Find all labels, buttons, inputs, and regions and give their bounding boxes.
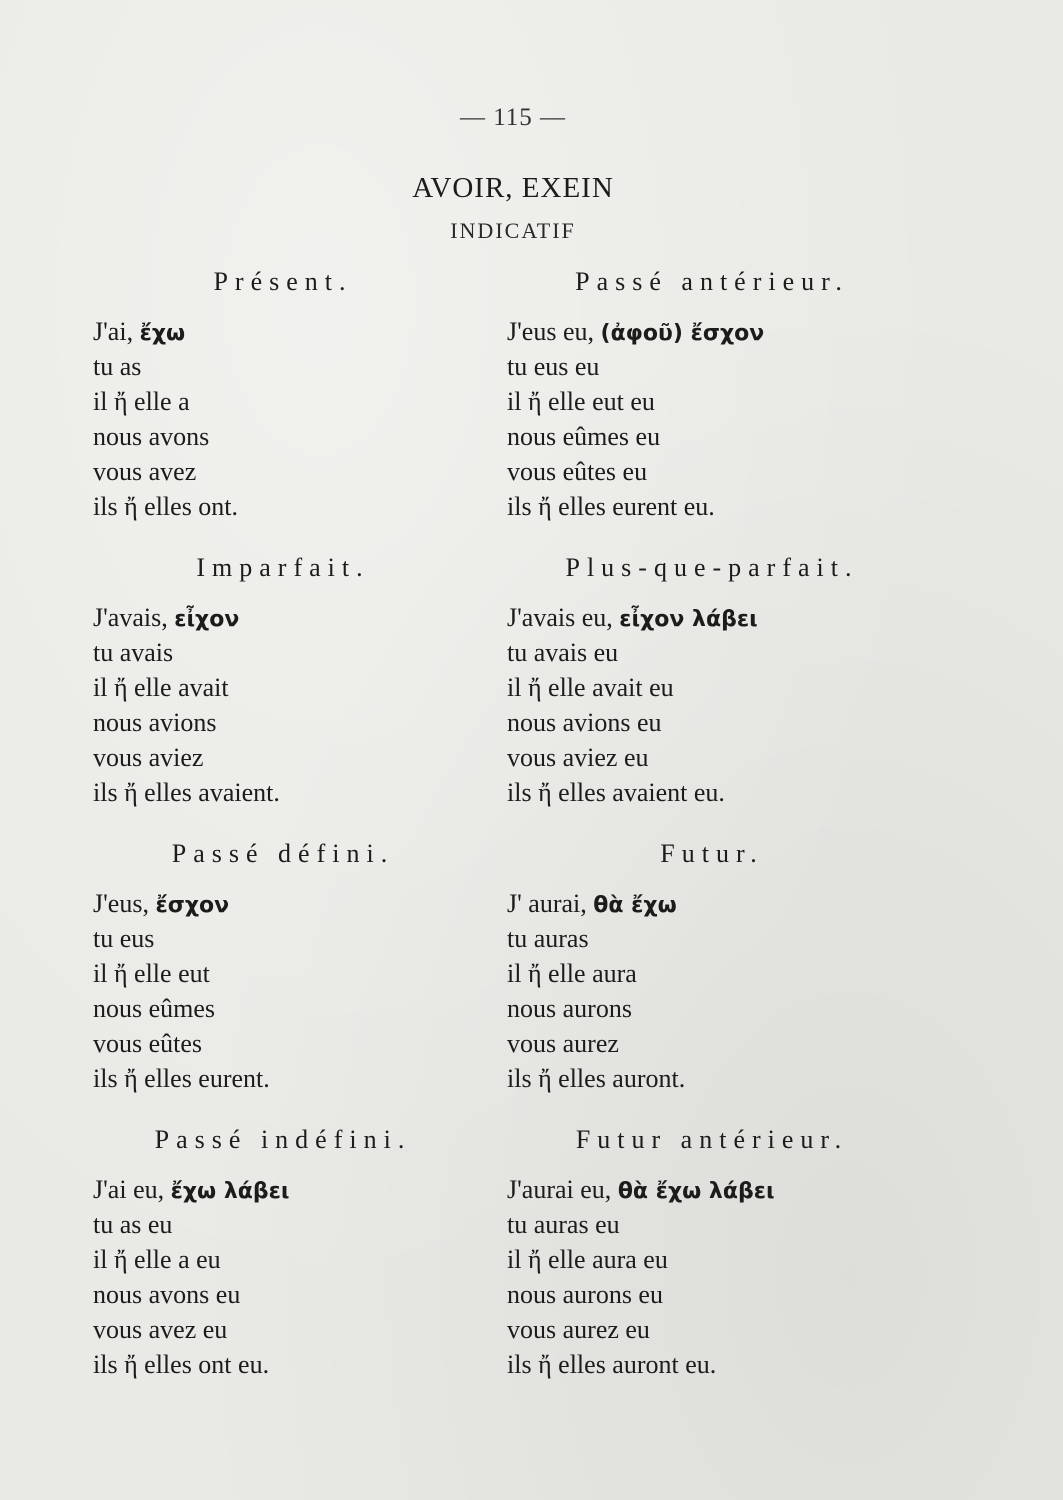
french-form: vous eûtes <box>93 1029 203 1058</box>
conjugation-line <box>93 384 523 419</box>
french-form: il ἤ elle avait <box>93 673 229 702</box>
conjugation-line <box>93 705 523 740</box>
tense-block <box>93 1116 523 1402</box>
conjugation-line <box>507 991 937 1026</box>
page-number: — 115 — <box>459 104 567 131</box>
conjugation-line <box>93 670 523 705</box>
french-form: tu avais eu <box>507 638 619 667</box>
french-form: tu auras eu <box>507 1210 620 1239</box>
conjugation-line <box>507 600 937 635</box>
french-form: il ἤ elle avait eu <box>507 673 674 702</box>
french-form: vous aviez <box>93 743 204 772</box>
conjugation-line <box>93 349 523 384</box>
conjugation-line <box>507 740 937 775</box>
french-form: nous avons <box>93 422 210 451</box>
conjugation-line <box>507 314 937 349</box>
tense-block <box>507 830 937 1116</box>
conjugation-list <box>507 600 937 810</box>
tense-block <box>507 258 937 544</box>
conjugation-line <box>93 740 523 775</box>
conjugation-line <box>507 670 937 705</box>
french-form: ils ἤ elles ont eu. <box>93 1350 270 1379</box>
french-form: nous aurons <box>507 994 632 1023</box>
greek-form: ἔχω λάβει <box>170 1179 290 1204</box>
tense-block <box>93 258 523 544</box>
french-form: vous aurez eu <box>507 1315 650 1344</box>
french-form: nous aurons eu <box>507 1280 663 1309</box>
french-form: tu avais <box>93 638 174 667</box>
conjugation-list <box>507 1172 937 1382</box>
conjugation-line <box>507 1207 937 1242</box>
conjugation-line <box>93 886 523 921</box>
conjugation-line <box>507 1312 937 1347</box>
french-form: ils ἤ elles avaient. <box>93 778 280 807</box>
conjugation-line <box>93 1242 523 1277</box>
left-column <box>93 258 523 1402</box>
conjugation-line <box>93 1172 523 1207</box>
mood-subtitle: INDICATIF <box>450 218 576 243</box>
conjugation-line <box>507 705 937 740</box>
french-form: nous avons eu <box>93 1280 241 1309</box>
french-form: J'ai, <box>93 317 140 346</box>
french-form: tu as <box>93 352 142 381</box>
conjugation-line <box>93 314 523 349</box>
french-form: ils ἤ elles ont. <box>93 492 239 521</box>
french-form: J'aurai eu, <box>507 1175 618 1204</box>
french-form: ils ἤ elles auront. <box>507 1064 686 1093</box>
french-form: il ἤ elle a eu <box>93 1245 221 1274</box>
french-form: J'avais eu, <box>507 603 620 632</box>
conjugation-line <box>93 1026 523 1061</box>
conjugation-line <box>93 1207 523 1242</box>
greek-form: εἶχον <box>174 607 240 632</box>
french-form: il ἤ elle eut eu <box>507 387 655 416</box>
conjugation-line <box>507 1061 937 1096</box>
french-form: il ἤ elle eut <box>93 959 210 988</box>
french-form: J'eus, <box>93 889 156 918</box>
french-form: vous eûtes eu <box>507 457 648 486</box>
conjugation-line <box>507 775 937 810</box>
conjugation-line <box>93 454 523 489</box>
conjugation-list <box>93 600 523 810</box>
conjugation-list <box>507 314 937 524</box>
conjugation-line <box>507 1347 937 1382</box>
french-form: ils ἤ elles eurent. <box>93 1064 270 1093</box>
french-form: J'ai eu, <box>93 1175 171 1204</box>
conjugation-line <box>507 349 937 384</box>
conjugation-line <box>507 1026 937 1061</box>
conjugation-line <box>507 921 937 956</box>
conjugation-line <box>507 1172 937 1207</box>
greek-form: (ἀφοῦ) ἔσχον <box>600 321 765 346</box>
conjugation-line <box>93 635 523 670</box>
french-form: il ἤ elle aura <box>507 959 637 988</box>
right-column <box>507 258 937 1402</box>
french-form: ils ἤ elles avaient eu. <box>507 778 725 807</box>
french-form: nous eûmes eu <box>507 422 661 451</box>
page-title: AVOIR, EXEIN <box>412 172 614 204</box>
conjugation-line <box>93 775 523 810</box>
french-form: nous avions <box>93 708 217 737</box>
conjugation-line <box>93 991 523 1026</box>
conjugation-line <box>507 886 937 921</box>
tense-heading: Passé antérieur. <box>575 267 849 296</box>
french-form: J' aurai, <box>507 889 594 918</box>
conjugation-line <box>507 419 937 454</box>
conjugation-line <box>93 956 523 991</box>
french-form: vous avez <box>93 457 197 486</box>
tense-heading: Futur. <box>660 839 764 868</box>
tense-heading: Imparfait. <box>196 553 370 582</box>
conjugation-line <box>507 956 937 991</box>
conjugation-line <box>93 1347 523 1382</box>
tense-block <box>93 830 523 1116</box>
french-form: nous eûmes <box>93 994 216 1023</box>
conjugation-line <box>507 384 937 419</box>
tense-block <box>507 1116 937 1402</box>
conjugation-line <box>507 454 937 489</box>
greek-form: ἔσχον <box>155 893 230 918</box>
conjugation-line <box>93 1312 523 1347</box>
conjugation-line <box>507 489 937 524</box>
conjugation-line <box>507 1242 937 1277</box>
greek-form: θὰ ἔχω λάβει <box>617 1179 775 1204</box>
french-form: il ἤ elle aura eu <box>507 1245 668 1274</box>
conjugation-line <box>507 1277 937 1312</box>
conjugation-line <box>93 600 523 635</box>
conjugation-line <box>93 419 523 454</box>
french-form: tu as eu <box>93 1210 173 1239</box>
french-form: tu auras <box>507 924 589 953</box>
french-form: J'avais, <box>93 603 175 632</box>
conjugation-line <box>507 635 937 670</box>
french-form: il ἤ elle a <box>93 387 190 416</box>
french-form: vous aurez <box>507 1029 619 1058</box>
tense-heading: Futur antérieur. <box>575 1125 849 1154</box>
tense-heading: Passé indéfini. <box>154 1125 412 1154</box>
conjugation-list <box>93 314 523 524</box>
conjugation-list <box>93 886 523 1096</box>
conjugation-line <box>93 489 523 524</box>
french-form: tu eus eu <box>507 352 600 381</box>
french-form: tu eus <box>93 924 155 953</box>
conjugation-line <box>93 1277 523 1312</box>
french-form: ils ἤ elles eurent eu. <box>507 492 715 521</box>
tense-block <box>507 544 937 830</box>
french-form: ils ἤ elles auront eu. <box>507 1350 717 1379</box>
conjugation-line <box>93 1061 523 1096</box>
french-form: vous aviez eu <box>507 743 649 772</box>
conjugation-list <box>507 886 937 1096</box>
greek-form: εἶχον λάβει <box>619 607 758 632</box>
conjugation-line <box>93 921 523 956</box>
tense-heading: Présent. <box>213 267 353 296</box>
conjugation-list <box>93 1172 523 1382</box>
tense-heading: Passé défini. <box>171 839 395 868</box>
french-form: nous avions eu <box>507 708 662 737</box>
greek-form: θὰ ἔχω <box>593 893 677 918</box>
french-form: vous avez eu <box>93 1315 228 1344</box>
tense-block <box>93 544 523 830</box>
greek-form: ἔχω <box>139 321 186 346</box>
french-form: J'eus eu, <box>507 317 601 346</box>
tense-heading: Plus-que-parfait. <box>565 553 859 582</box>
